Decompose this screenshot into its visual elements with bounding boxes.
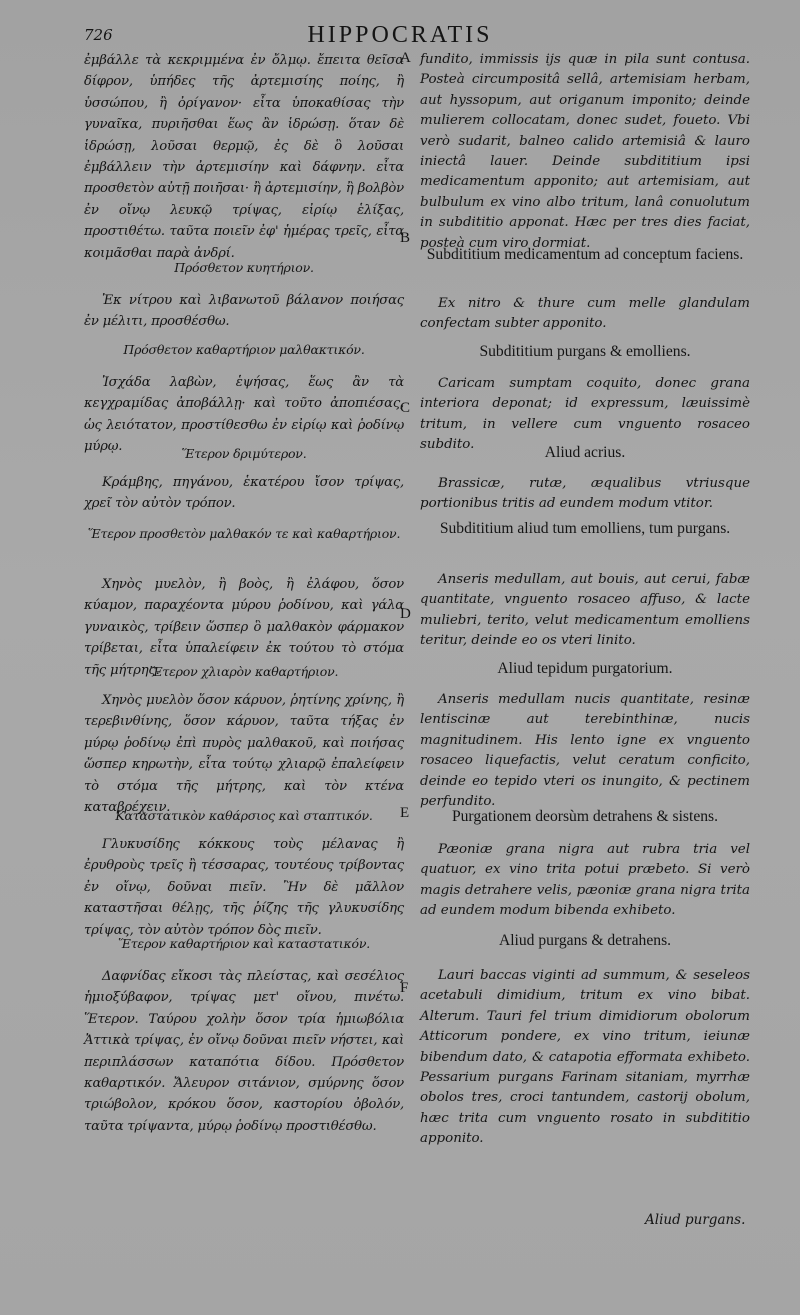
margin-letter: A [400, 50, 411, 66]
latin-heading: Purgationem deorsùm detrahens & sistens. [451, 808, 719, 825]
catchword: Aliud purgans. [645, 1212, 746, 1228]
latin-heading: Subdititium medicamentum ad conceptum faciens. [426, 246, 744, 263]
margin-letter: E [400, 805, 410, 821]
greek-heading: Καταστατικὸν καθάρσιος καὶ σταπτικόν. [115, 808, 373, 823]
latin-text: Ex nitro & thure cum melle glandulam confectam subter apponito. [420, 296, 750, 332]
greek-text: Χηνὸς μυελὸν, ἢ βοὸς, ἢ ἐλάφου, ὅσον κύαμον, παραχέοντα μύρου ῥοδίνου, καὶ γάλα γυναικὸς, τρίβειν ὥσπερ ὃ μαλθακὸν φάρμακον τρίβεται, εἶτα ὑπαλείφειν ἐκ τούτου τὸ στόμα τῆς μήτρης. [84, 577, 404, 678]
latin-text: Lauri baccas viginti ad summum, & seseleos acetabuli dimidium, tritum ex vino bibat. Alterum. Tauri fel trium dimidiorum obolorum Atticorum pondere, ex vino tritum, ieiunæ bibendum dato, & catapotia efformata exhibeto. Pessarium purgans Farinam sitaniam, myrrhæ obolos tres, croci tantundem, castorij obolum, hæc trita cum vnguento rosato in subdititio apponito. [420, 968, 750, 1147]
latin-heading: Aliud purgans & detrahens. [498, 932, 672, 949]
greek-heading: Ἕτερον χλιαρὸν καθαρτήριον. [149, 664, 339, 679]
margin-letter: B [400, 230, 411, 246]
greek-text: Κράμβης, πηγάνου, ἑκατέρου ἴσον τρίψας, χρεῖ τὸν αὐτὸν τρόπον. [84, 475, 404, 512]
page-number: 726 [84, 26, 113, 44]
latin-text: Caricam sumptam coquito, donec grana interiora deponat; id expressum, læuissimè tritum, in vellere cum vnguento rosaceo subdito. [420, 376, 750, 453]
greek-text: Γλυκυσίδης κόκκους τοὺς μέλανας ἢ ἐρυθροὺς τρεῖς ἢ τέσσαρας, τουτέους τρίβοντας ἐν οἴνῳ, δοῦναι πιεῖν. Ἢν δὲ μᾶλλον καταστῆσαι θέλῃς, τῆς ῥίζης τῆς γλυκυσίδης τρίψας, τὸν αὐτὸν τρόπον δὸς πιεῖν. [84, 837, 404, 938]
greek-text: ἐμβάλλε τὰ κεκριμμένα ἐν ὄλμῳ. ἔπειτα θεῖσα δίφρον, ὑπήδες τῆς ἀρτεμισίης ποίης, ἢ ὑσσώπου, ἢ ὀρίγανον· εἶτα ὑποκαθίσας τὴν γυναῖκα, πυριῆσθαι ἕως ἂν ἱδρώσῃ. ὅταν δὲ ἱδρώσῃ, λοῦσαι θερμῷ, ἐς δὲ ὃ λοῦσαι ἐμβάλλειν τὴν ἀρτεμισίην καὶ δάφνην. εἶτα προσθετὸν αὐτῇ ποιῆσαι· ἢ ἀρτεμισίην, ἢ βολβὸν ἐν οἴνῳ λευκῷ τρίψας, εἰρίῳ ἑλίξας, προστιθέτω. ταῦτα ποιεῖν ἐφ' ἡμέρας τρεῖς, εἶτα κοιμᾶσθαι παρὰ ἀνδρί. [84, 53, 404, 261]
latin-heading: Aliud tepidum purgatorium. [497, 660, 673, 677]
greek-text: Χηνὸς μυελὸν ὅσον κάρυον, ῥητίνης χρίνης, ἢ τερεβινθίνης, ὅσον κάρυον, ταῦτα τήξας ἐν μύρῳ ῥοδίνῳ ἐπὶ πυρὸς μαλθακοῦ, καὶ ποιήσας ὥσπερ κηρωτὴν, εἶτα τούτῳ χλιαρῷ ἐπαλείφειν τὸ στόμα τῆς μήτρης, καὶ τὸν κτένα καταβρέχειν. [84, 693, 404, 816]
latin-text: Brassicæ, rutæ, æqualibus vtriusque portionibus tritis ad eundem modum vtitor. [420, 476, 750, 512]
running-header [0, 22, 800, 52]
greek-heading: Ἕτερον δριμύτερον. [181, 446, 307, 461]
margin-letter: F [400, 980, 409, 996]
running-title: HIPPOCRATIS [307, 22, 493, 48]
greek-heading: Πρόσθετον κυητήριον. [174, 260, 314, 275]
margin-letter: C [400, 400, 411, 416]
greek-text: Δαφνίδας εἴκοσι τὰς πλείστας, καὶ σεσέλιος ἡμιοξύβαφον, τρίψας μετ' οἴνου, πινέτω. Ἕτερον. Ταύρου χολὴν ὅσον τρία ἡμιωβόλια Ἀττικὰ τρίψας, ἐν οἴνῳ δοῦναι πιεῖν νήστει, καὶ περιπλάσσων καταπότια δίδου. Πρόσθετον καθαρτικόν. Ἄλευρον σιτάνιον, σμύρνης ὅσον τριώβολον, κρόκου ὅσον, καστορίου ὀβολόν, ταῦτα τρίψαντα, μύρῳ ῥοδίνῳ προστιθέσθω. [84, 969, 404, 1134]
margin-letter: D [400, 606, 411, 622]
greek-heading: Πρόσθετον καθαρτήριον μαλθακτικόν. [123, 342, 365, 357]
latin-text: fundito, immissis ijs quæ in pila sunt contusa. Posteà circumpositâ sellâ, artemisiam herbam, aut hyssopum, aut origanum imponito; deinde mulierem collocatam, donec sudet, foueto. Vbi verò sudarit, balneo calido artemisiâ & lauro iniectâ lauer. Deinde subdititium ipsi medicamentum apponito; aut artemisiam, aut bulbulum ex vino albo tritum, lanâ conuolutum in subdititio apponat. Hæc per tres dies faciat, posteà cum viro dormiat. [420, 52, 750, 251]
greek-text: Ἐκ νίτρου καὶ λιβανωτοῦ βάλανον ποιήσας ἐν μέλιτι, προσθέσθω. [84, 293, 404, 330]
greek-text: Ἰσχάδα λαβὼν, ἑψήσας, ἕως ἂν τὰ κεγχραμίδας ἀποβάλλῃ· καὶ τοῦτο ἀποπιέσας, ὡς λειότατον, προστίθεσθω ἐν εἰρίῳ καὶ ῥοδίνῳ μύρῳ. [84, 375, 404, 455]
latin-text: Anseris medullam nucis quantitate, resinæ lentiscinæ aut terebinthinæ, nucis magnitudinem. His lento igne ex vnguento rosaceo liquefactis, velut ceratum conficito, deinde eo tepido vteri os inungito, & pectinem perfundito. [420, 692, 750, 810]
latin-heading: Subdititium purgans & emolliens. [479, 343, 691, 360]
greek-heading: Ἕτερον καθαρτήριον καὶ καταστατικόν. [117, 936, 371, 951]
latin-text: Anseris medullam, aut bouis, aut cerui, fabæ quantitate, vnguento rosaceo affuso, & lacte muliebri, terito, velut medicamentum emolliens teritur, deinde eo os vteri linito. [420, 572, 750, 649]
greek-heading: Ἕτερον προσθετὸν μαλθακόν τε καὶ καθαρτήριον. [87, 526, 401, 541]
latin-text: Pæoniæ grana nigra aut rubra tria vel quatuor, ex vino trita potui præbeto. Si verò magis detrahere velis, pæoniæ grana nigra trita ad eundem modum bibenda exhibeto. [420, 842, 750, 919]
latin-heading: Subdititium aliud tum emolliens, tum purgans. [439, 520, 731, 537]
latin-heading: Aliud acrius. [544, 444, 626, 461]
greek-paragraph [84, 50, 404, 264]
